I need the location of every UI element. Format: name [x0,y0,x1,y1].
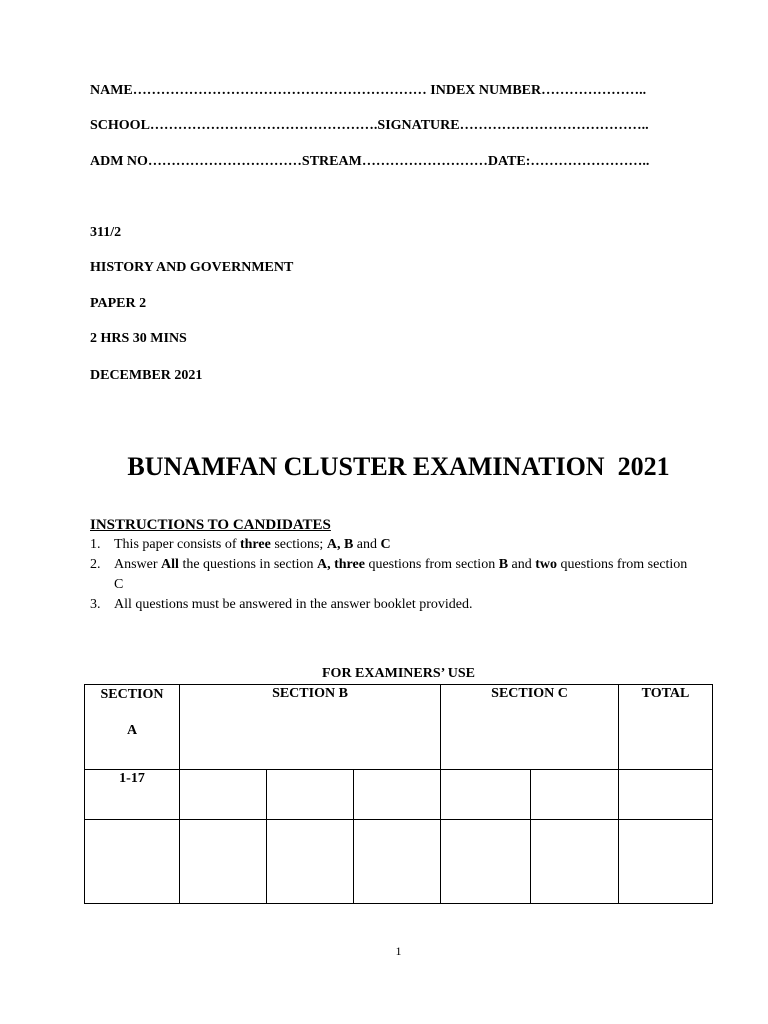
score-cell [354,770,441,820]
score-cell [267,820,354,904]
examiners-use-caption: FOR EXAMINERS’ USE [322,666,475,681]
paper-number: PAPER 2 [90,296,147,311]
section-a-letter: A [126,723,138,738]
score-cell [619,770,713,820]
instruction-emphasis: B [498,557,509,572]
score-cell [441,770,531,820]
score-cell [180,770,267,820]
instruction-text: sections; [270,537,327,552]
question-range-cell: 1-17 [85,770,180,820]
section-a-label: SECTION [100,687,164,702]
page-number: 1 [395,944,402,958]
score-cell [441,820,531,904]
instruction-number: 3. [90,597,101,612]
score-cell [619,820,713,904]
exam-date: DECEMBER 2021 [90,368,203,383]
instruction-emphasis: All [161,557,179,572]
section-c-header: SECTION C [441,685,619,770]
examiners-score-table [84,684,713,904]
instruction-item [90,555,700,595]
score-cell [354,820,441,904]
score-cell [267,770,354,820]
school-signature-field: SCHOOL………………………………………….SIGNATURE………………………………….. [90,118,649,133]
score-cell [531,770,619,820]
score-cell [180,820,267,904]
instructions-heading: INSTRUCTIONS TO CANDIDATES [90,517,331,533]
instruction-text: the questions in section [178,557,317,572]
instruction-text: Answer [114,557,162,572]
instruction-emphasis: A, three [316,557,365,572]
instruction-text: This paper consists of [114,537,240,552]
instruction-text: questions from section C [114,557,688,592]
section-a-header [85,685,180,770]
table-row [85,770,713,820]
section-b-header: SECTION B [180,685,441,770]
table-header-row [85,685,713,770]
name-index-number-field: NAME……………………………………………………… INDEX NUMBER………………….. [90,83,647,98]
exam-title: BUNAMFAN CLUSTER EXAMINATION 2021 [127,452,670,481]
instruction-text: and [508,557,536,572]
instruction-number: 2. [90,557,101,572]
score-cell [85,820,180,904]
instruction-emphasis: C [380,537,391,552]
instruction-number: 1. [90,537,101,552]
instruction-item [90,535,700,555]
instruction-text: All questions must be answered in the answer booklet provided. [114,597,473,612]
paper-code: 311/2 [90,225,122,240]
instruction-text: and [353,537,381,552]
instruction-emphasis: three [239,537,271,552]
instruction-emphasis: A, B [326,537,354,552]
exam-duration: 2 HRS 30 MINS [90,331,187,346]
instruction-emphasis: two [535,557,558,572]
instruction-item [90,595,700,615]
subject-name: HISTORY AND GOVERNMENT [90,260,294,275]
instruction-text: questions from section [364,557,499,572]
score-cell [531,820,619,904]
table-row [85,820,713,904]
adm-stream-date-field: ADM NO……………………………STREAM………………………DATE:…………………….. [90,154,650,169]
total-header: TOTAL [619,685,713,770]
instructions-list [90,535,700,615]
